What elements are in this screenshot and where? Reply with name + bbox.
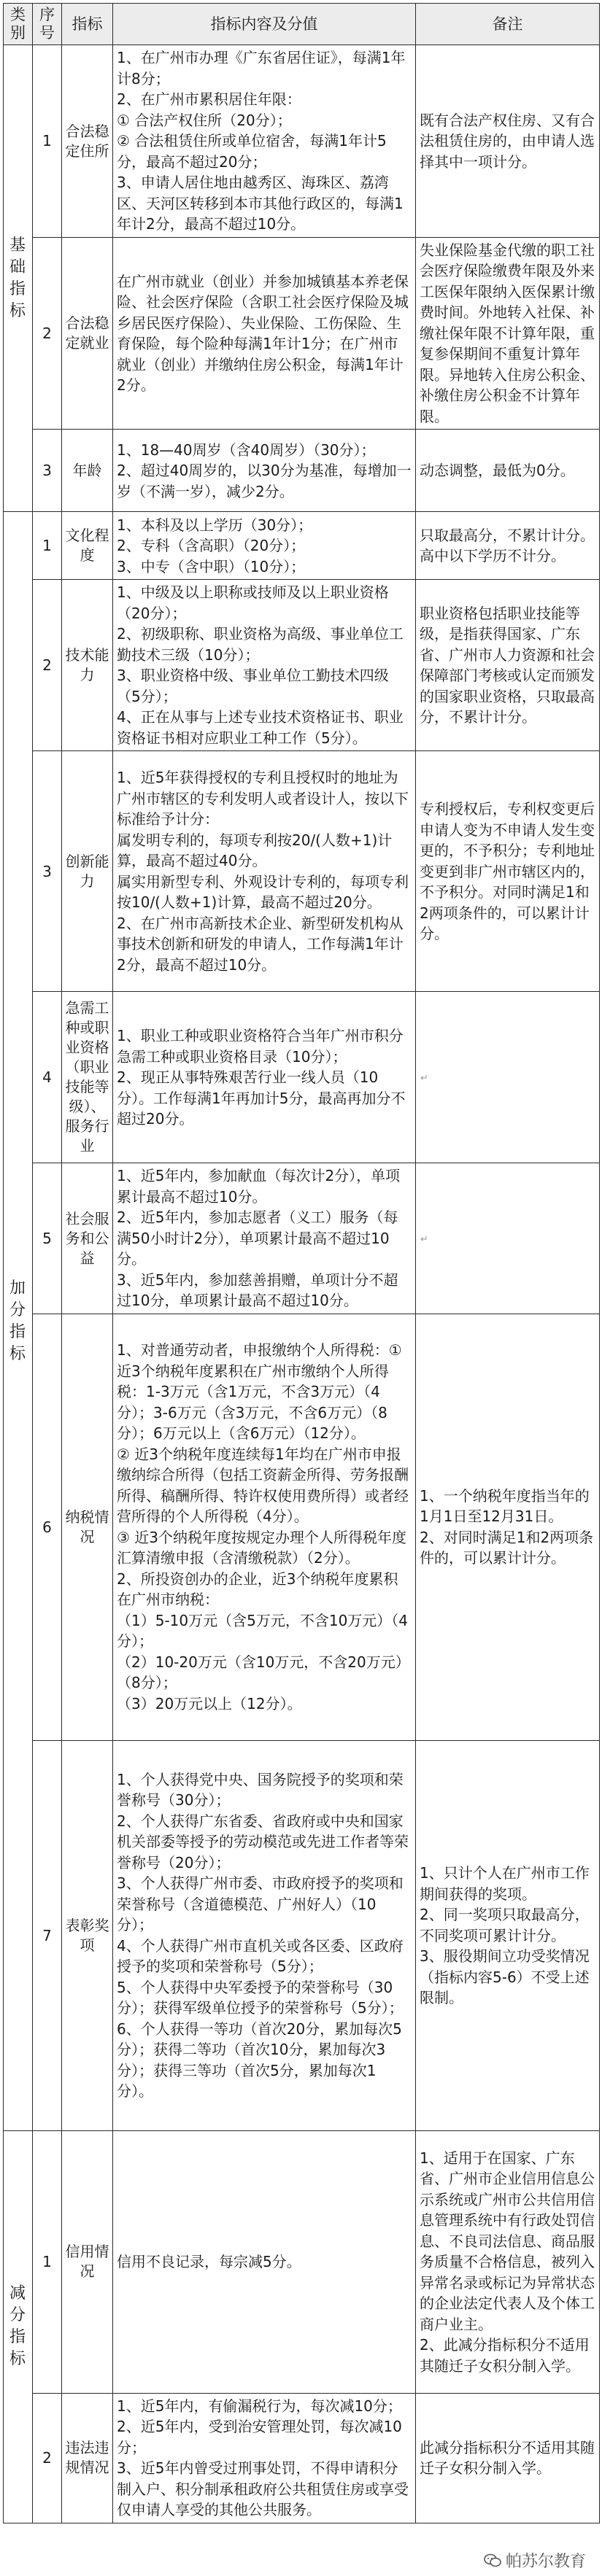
header-note: 备注 bbox=[416, 4, 600, 45]
header-type: 类别 bbox=[4, 4, 33, 45]
table-row bbox=[4, 45, 600, 238]
indicator-note: 1、适用于在国家、广东省、广州市企业信用信息公示系统或广州市公共信用信息管理系统中有行政处罚信息、不良司法信息、商品服务质量不合格信息，被列入异常名录或标记为异常状态的企业法定代表人及个体工商户业主。 2、此减分指标积分不适用其随迁子女积分制入学。 bbox=[416, 2130, 600, 2393]
indicator-name: 信用情况 bbox=[62, 2130, 113, 2393]
indicator-note: 1、只计个人在广州市工作期间获得的奖项。 2、同一奖项只取最高分，不同奖项可累计计分。 3、服役期间立功受奖情况（指标内容5-6）不受上述限制。 bbox=[416, 1740, 600, 2130]
indicator-note: 失业保险基金代缴的职工社会医疗保险缴费年限及外来工医保年限纳入医保累计缴费时间。外地转入社保、补缴社保年限不计算年限，重复参保期间不重复计算年限。异地转入住房公积金、补缴住房公积金不计算年限。 bbox=[416, 237, 600, 430]
indicator-content: 信用不良记录，每宗减5分。 bbox=[113, 2130, 416, 2393]
indicator-note: 只取最高分，不累计计分。高中以下学历不计分。 bbox=[416, 512, 600, 580]
indicator-name: 纳税情况 bbox=[62, 1314, 113, 1740]
indicator-content: 1、在广州市办理《广东省居住证》，每满1年计8分； 2、在广州市累积居住年限： ① 合法产权住所（20分）； ② 合法租赁住所或单位宿舍，每满1年计5分，最高不超过20分； 3、申请人居住地由越秀区、海珠区、荔湾区、天河区转移到本市其他行政区的，每满1年计2分，最高不超过10分。 bbox=[113, 45, 416, 238]
indicator-content: 1、近5年内，参加献血（每次计2分），单项累计最高不超过10分。 2、近5年内，参加志愿者（义工）服务（每满50小时计2分），单项累计最高不超过10分。 3、近5年内，参加慈善捐赠，单项计分不超过10分，单项累计最高不超过10分。 bbox=[113, 1163, 416, 1314]
indicator-name: 文化程度 bbox=[62, 512, 113, 580]
indicator-name: 表彰奖项 bbox=[62, 1740, 113, 2130]
row-number: 3 bbox=[33, 751, 62, 992]
row-number: 1 bbox=[33, 45, 62, 238]
row-number: 3 bbox=[33, 430, 62, 512]
row-number: 2 bbox=[33, 237, 62, 430]
indicator-name: 合法稳定就业 bbox=[62, 237, 113, 430]
row-number: 1 bbox=[33, 512, 62, 580]
indicator-note: 动态调整，最低为0分。 bbox=[416, 430, 600, 512]
table-row bbox=[4, 1163, 600, 1314]
table-row bbox=[4, 1314, 600, 1740]
category-basic: 基础指标 bbox=[4, 45, 33, 512]
indicator-note: 1、一个纳税年度指当年的1月1日至12月31日。 2、对同时满足1和2两项条件的，可以累计计分。 bbox=[416, 1314, 600, 1740]
watermark bbox=[484, 2549, 586, 2572]
indicator-note: 此减分指标积分不适用其随迁子女积分制入学。 bbox=[416, 2393, 600, 2523]
indicator-name: 急需工种或职业资格（职业技能等级）、服务行业 bbox=[62, 992, 113, 1163]
table-row bbox=[4, 992, 600, 1163]
points-indicator-table bbox=[3, 3, 600, 2523]
indicator-name: 社会服务和公益 bbox=[62, 1163, 113, 1314]
header-no: 序号 bbox=[33, 4, 62, 45]
category-bonus: 加分指标 bbox=[4, 512, 33, 2131]
table-row bbox=[4, 751, 600, 992]
indicator-content: 1、18—40周岁（含40周岁）（30分）； 2、超过40周岁的，以30分为基准，每增加一岁（不满一岁），减少2分。 bbox=[113, 430, 416, 512]
indicator-content: 1、个人获得党中央、国务院授予的奖项和荣誉称号（30分）； 2、个人获得广东省委、省政府或中央和国家机关部委等授予的劳动模范或先进工作者等荣誉称号（20分）； 3、个人获得广州市委、市政府授予的奖项和荣誉称号（含道德模范、广州好人）（10分）； 4、个人获得广州市直机关或各区委、区政府授予的奖项和荣誉称号（5分）； 5、个人获得中央军委授予的荣誉称号（30分）；获得军级单位授予的荣誉称号（5分）； 6、个人获得一等功（首次20分，累加每次5分）；获得二等功（首次10分，累加每次3分）；获得三等功（首次5分，累加每次1分）。 bbox=[113, 1740, 416, 2130]
table-row bbox=[4, 237, 600, 430]
header-content: 指标内容及分值 bbox=[113, 4, 416, 45]
wechat-logo-icon bbox=[484, 2553, 501, 2568]
indicator-note: 职业资格包括职业技能等级，是指获得国家、广东省、广州市人力资源和社会保障部门考核或认定而颁发的国家职业资格，只取最高分，不累计计分。 bbox=[416, 580, 600, 751]
row-number: 2 bbox=[33, 2393, 62, 2523]
indicator-name: 合法稳定住所 bbox=[62, 45, 113, 238]
indicator-name: 技术能力 bbox=[62, 580, 113, 751]
indicator-note: 专利授权后，专利权变更后申请人变为不申请人发生变更的，不予积分；专利地址变更到非广州市辖区内的，不予积分。对同时满足1和2两项条件的，可以累计计分。 bbox=[416, 751, 600, 992]
table-header-row bbox=[4, 4, 600, 45]
indicator-content: 在广州市就业（创业）并参加城镇基本养老保险、社会医疗保险（含职工社会医疗保险及城乡居民医疗保险）、失业保险、工伤保险、生育保险，每个险种每满1年计1分；在广州市就业（创业）并缴纳住房公积金，每满1年计2分。 bbox=[113, 237, 416, 430]
indicator-content: 1、近5年内，有偷漏税行为，每次减10分； 2、近5年内，受到治安管理处罚，每次减10分； 3、近5年内曾受过刑事处罚，不得申请积分制入户、积分制承租政府公共租赁住房或享受仅申请人享受的其他公共服务。 bbox=[113, 2393, 416, 2523]
indicator-name: 违法违规情况 bbox=[62, 2393, 113, 2523]
row-number: 7 bbox=[33, 1740, 62, 2130]
row-number: 6 bbox=[33, 1314, 62, 1740]
indicator-content: 1、职业工种或职业资格符合当年广州市积分急需工种或职业资格目录（10分）； 2、现正从事特殊艰苦行业一线人员（10分）。工作每满1年再加计5分，最高再加分不超过20分。 bbox=[113, 992, 416, 1163]
indicator-content: 1、对普通劳动者，申报缴纳个人所得税：① 近3个纳税年度累积在广州市缴纳个人所得税：1-3万元（含1万元，不含3万元）（4分）；3-6万元（含3万元，不含6万元）（8分）；6万元以上（含6万元）（12分）。 ② 近3个纳税年度连续每1年均在广州市申报缴纳综合所得（包括工资薪金所得、劳务报酬所得、稿酬所得、特许权使用费所得）或者经营所得的个人所得税（4分）。 ③ 近3个纳税年度按规定办理个人所得税年度汇算清缴申报（含清缴税款）（2分）。 2、所投资创办的企业，近3个纳税年度累积在广州市纳税： （1）5-10万元（含5万元，不含10万元）（4分）； （2）10-20万元（含10万元，不含20万元）（8分）； （3）20万元以上（12分）。 bbox=[113, 1314, 416, 1740]
indicator-note: ↵ bbox=[416, 1163, 600, 1314]
row-number: 4 bbox=[33, 992, 62, 1163]
table-row bbox=[4, 430, 600, 512]
category-minus: 减分指标 bbox=[4, 2130, 33, 2523]
table-row bbox=[4, 580, 600, 751]
indicator-content: 1、近5年获得授权的专利且授权时的地址为广州市辖区的专利发明人或者设计人，按以下标准给予计分： 属发明专利的，每项专利按20/(人数+1)计算，最高不超过40分。 属实用新型专利、外观设计专利的，每项专利按10/(人数+1)计算，最高不超过20分。 2、在广州市高新技术企业、新型研发机构从事技术创新和研发的申请人，工作每满1年计2分，最高不超过10分。 bbox=[113, 751, 416, 992]
header-indicator: 指标 bbox=[62, 4, 113, 45]
table-row bbox=[4, 512, 600, 580]
indicator-content: 1、本科及以上学历（30分）； 2、专科（含高职）（20分）； 3、中专（含中职）（10分）； bbox=[113, 512, 416, 580]
indicator-content: 1、中级及以上职称或技师及以上职业资格（20分）； 2、初级职称、职业资格为高级、事业单位工勤技术三级（10分）； 3、职业资格中级、事业单位工勤技术四级（5分）； 4、正在从事与上述专业技术资格证书、职业资格证书相对应职业工种工作（5分）。 bbox=[113, 580, 416, 751]
indicator-note: 既有合法产权住房、又有合法租赁住房的，由申请人选择其中一项计分。 bbox=[416, 45, 600, 238]
row-number: 2 bbox=[33, 580, 62, 751]
watermark-text: 帕苏尔教育 bbox=[505, 2553, 586, 2571]
row-number: 1 bbox=[33, 2130, 62, 2393]
row-number: 5 bbox=[33, 1163, 62, 1314]
indicator-name: 创新能力 bbox=[62, 751, 113, 992]
table-row bbox=[4, 2393, 600, 2523]
indicator-note: ↵ bbox=[416, 992, 600, 1163]
table-row bbox=[4, 2130, 600, 2393]
indicator-name: 年龄 bbox=[62, 430, 113, 512]
table-row bbox=[4, 1740, 600, 2130]
